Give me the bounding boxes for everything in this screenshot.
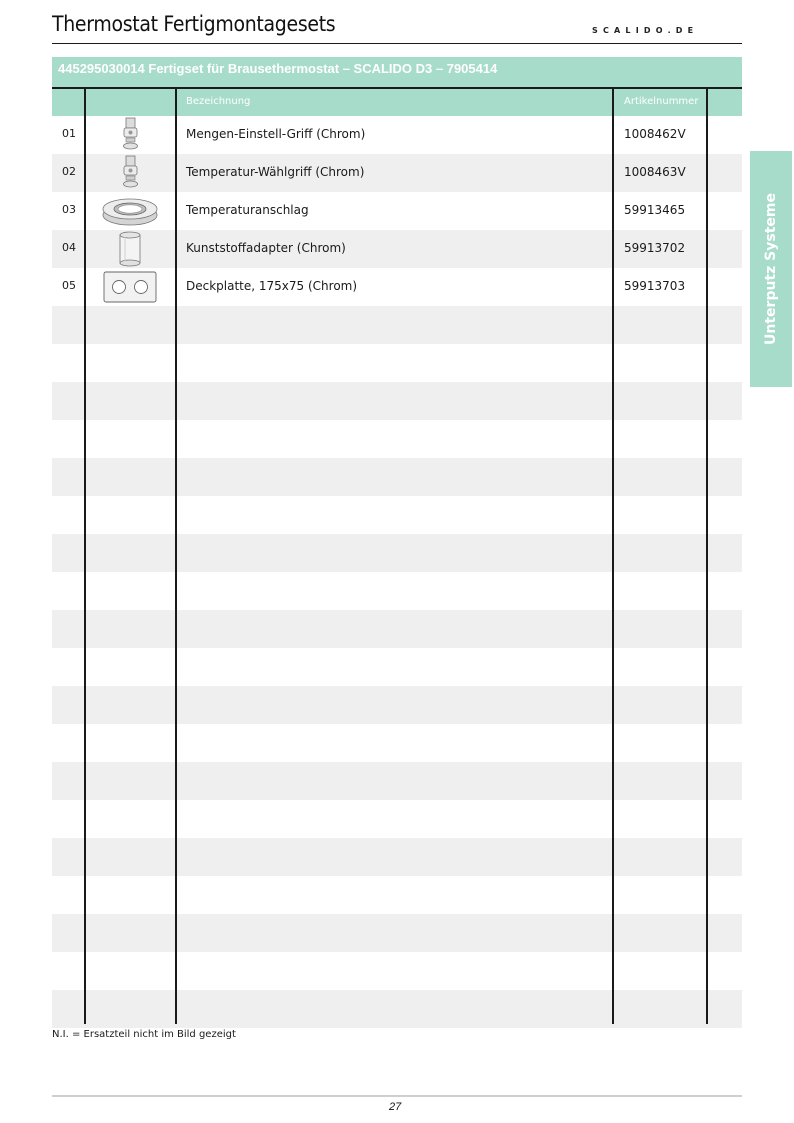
- brand-logo-text: SCALIDO.DE: [592, 26, 699, 35]
- row-position: 04: [62, 241, 76, 254]
- row-description: Mengen-Einstell-Griff (Chrom): [186, 127, 366, 141]
- row-article-number: 1008462V: [624, 127, 686, 141]
- table-row-empty: [52, 610, 742, 648]
- ring-stop-icon: [86, 192, 176, 230]
- row-description: Temperatur-Wählgriff (Chrom): [186, 165, 365, 179]
- column-divider: [706, 89, 708, 1024]
- footnote: N.I. = Ersatzteil nicht im Bild gezeigt: [52, 1029, 236, 1040]
- row-article-number: 59913465: [624, 203, 686, 217]
- row-position: 03: [62, 203, 76, 216]
- row-description: Temperaturanschlag: [186, 203, 309, 217]
- section-side-tab: [750, 151, 792, 387]
- handle-knob-icon: [86, 116, 176, 154]
- table-row-empty: [52, 724, 742, 762]
- table-row: [52, 116, 742, 154]
- table-row-empty: [52, 420, 742, 458]
- empty-rows: [52, 306, 742, 1028]
- table-row-empty: [52, 344, 742, 382]
- table-row-empty: [52, 306, 742, 344]
- table-row-empty: [52, 648, 742, 686]
- column-divider: [612, 89, 614, 1024]
- row-position: 01: [62, 127, 76, 140]
- table-row-empty: [52, 534, 742, 572]
- column-header-description: Bezeichnung: [186, 96, 251, 107]
- table-row-empty: [52, 952, 742, 990]
- row-article-number: 59913702: [624, 241, 686, 255]
- row-article-number: 59913703: [624, 279, 686, 293]
- parts-table: [52, 116, 742, 1028]
- column-divider: [84, 89, 86, 1024]
- table-row-empty: [52, 838, 742, 876]
- row-position: 02: [62, 165, 76, 178]
- set-title-banner: 445295030014 Fertigset für Brausethermostat – SCALIDO D3 – 7905414: [52, 57, 742, 88]
- row-position: 05: [62, 279, 76, 292]
- row-article-number: 1008463V: [624, 165, 686, 179]
- table-row-empty: [52, 496, 742, 534]
- table-row: [52, 154, 742, 192]
- table-row: [52, 268, 742, 306]
- column-header-article-number: Artikelnummer: [624, 96, 699, 107]
- page-number: 27: [389, 1101, 402, 1113]
- table-row-empty: [52, 876, 742, 914]
- cover-plate-icon: [86, 268, 176, 306]
- table-row-empty: [52, 762, 742, 800]
- row-description: Deckplatte, 175x75 (Chrom): [186, 279, 358, 293]
- table-row-empty: [52, 686, 742, 724]
- table-row: [52, 230, 742, 268]
- table-row-empty: [52, 990, 742, 1028]
- table-row-empty: [52, 914, 742, 952]
- table-row-empty: [52, 382, 742, 420]
- table-header: [52, 89, 742, 116]
- table-row: [52, 192, 742, 230]
- table-row-empty: [52, 458, 742, 496]
- section-side-tab-label: Unterputz Systeme: [763, 193, 779, 345]
- table-row-empty: [52, 800, 742, 838]
- title-divider: [52, 43, 742, 44]
- footer-divider: [52, 1095, 742, 1097]
- page-title: Thermostat Fertigmontagesets: [52, 12, 336, 36]
- handle-knob-icon: [86, 154, 176, 192]
- table-row-empty: [52, 572, 742, 610]
- row-description: Kunststoffadapter (Chrom): [186, 241, 346, 255]
- column-divider: [175, 89, 177, 1024]
- sleeve-adapter-icon: [86, 230, 176, 268]
